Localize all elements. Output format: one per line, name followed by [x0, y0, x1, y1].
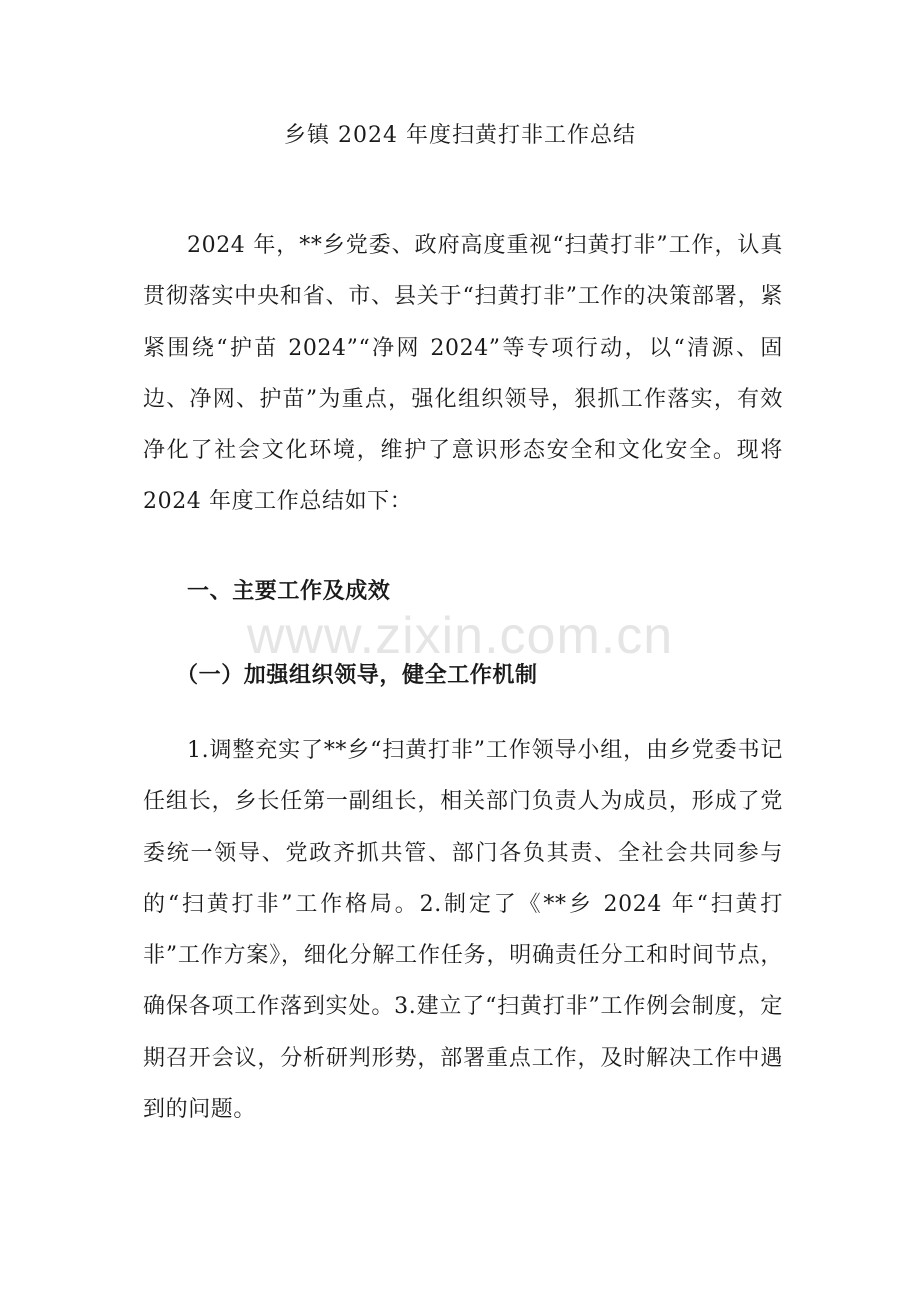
document-title: 乡镇 2024 年度扫黄打非工作总结: [284, 123, 636, 148]
intro-paragraph: 2024 年，**乡党委、政府高度重视“扫黄打非”工作，认真贯彻落实中央和省、市、县关于“扫黄打非”工作的决策部署，紧紧围绕“护苗 2024”“净网 2024”等专项行动，以“清源、固边、净网、护苗”为重点，强化组织领导，狠抓工作落实，有效净化了社会文化环境，维护了意识形态安全和文化安全。现将 2024 年度工作总结如下：: [143, 233, 783, 515]
subsection-heading: （一）加强组织领导，健全工作机制: [176, 663, 538, 688]
body-paragraph: 1.调整充实了**乡“扫黄打非”工作领导小组，由乡党委书记任组长，乡长任第一副组长，相关部门负责人为成员，形成了党委统一领导、党政齐抓共管、部门各负其责、全社会共同参与的“扫黄打非”工作格局。2.制定了《**乡 2024 年“扫黄打非”工作方案》，细化分解工作任务，明确责任分工和时间节点，确保各项工作落到实处。3.建立了“扫黄打非”工作例会制度，定期召开会议，分析研判形势，部署重点工作，及时解决工作中遇到的问题。: [143, 738, 783, 1123]
section-heading: 一、主要工作及成效: [187, 579, 391, 604]
watermark: www.zixin.com.cn: [246, 607, 674, 665]
